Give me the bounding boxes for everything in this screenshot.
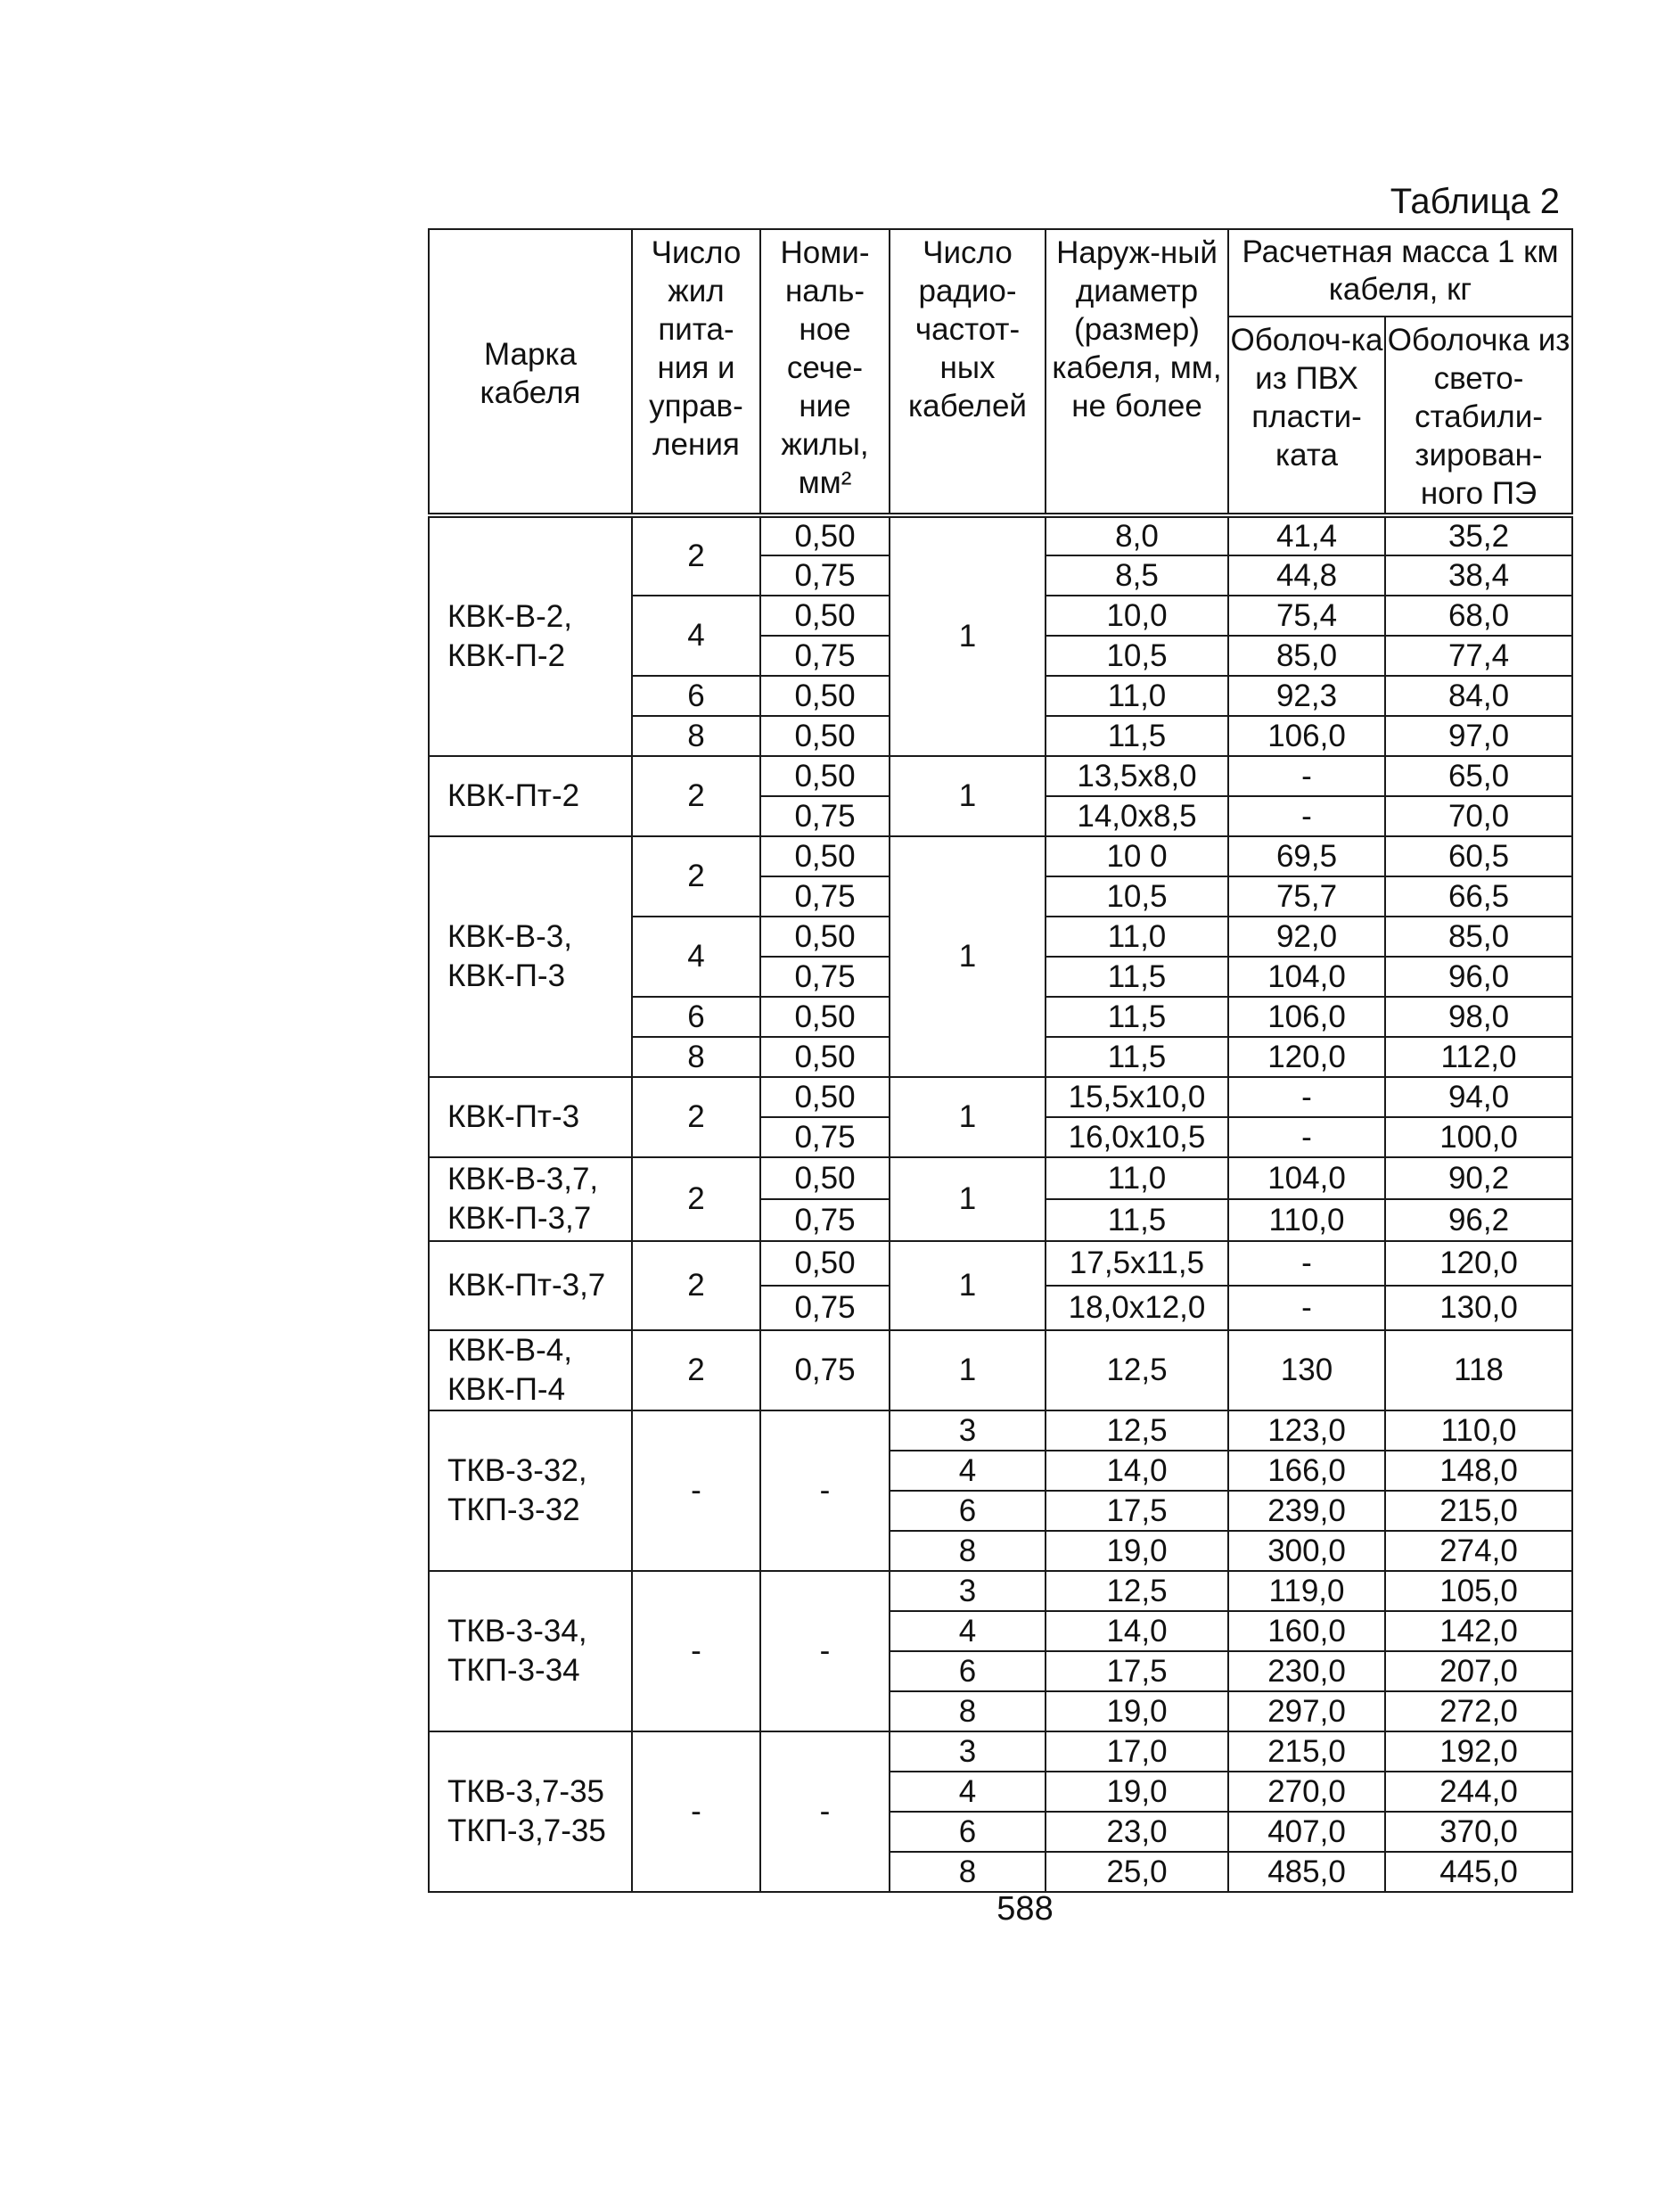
mass-pe-cell: 68,0 xyxy=(1385,596,1572,636)
cable-mark-cell: ТКВ-3,7-35 ТКП-3,7-35 xyxy=(429,1731,632,1892)
cable-specs-table xyxy=(428,228,1573,1893)
table-row xyxy=(429,1330,1572,1410)
mass-pvc-cell: 119,0 xyxy=(1228,1571,1385,1611)
diameter-cell: 11,0 xyxy=(1046,1157,1228,1199)
mass-pe-cell: 70,0 xyxy=(1385,796,1572,836)
cable-mark-cell: КВК-В-3, КВК-П-3 xyxy=(429,836,632,1077)
core-count-cell: 8 xyxy=(632,1037,760,1077)
mass-pvc-cell: 92,0 xyxy=(1228,917,1385,957)
diameter-cell: 11,0 xyxy=(1046,676,1228,716)
mass-pvc-cell: 123,0 xyxy=(1228,1410,1385,1451)
rf-count-cell: 1 xyxy=(890,1077,1046,1157)
mass-pe-cell: 370,0 xyxy=(1385,1812,1572,1852)
diameter-cell: 13,5x8,0 xyxy=(1046,756,1228,796)
table-caption: Таблица 2 xyxy=(1390,182,1560,221)
diameter-cell: 19,0 xyxy=(1046,1531,1228,1571)
diameter-cell: 16,0x10,5 xyxy=(1046,1117,1228,1157)
core-count-cell: 6 xyxy=(632,997,760,1037)
mass-pe-cell: 65,0 xyxy=(1385,756,1572,796)
section-cell: 0,50 xyxy=(760,917,890,957)
core-count-cell: 4 xyxy=(632,917,760,997)
mass-pe-cell: 96,0 xyxy=(1385,957,1572,997)
section-cell: 0,50 xyxy=(760,1037,890,1077)
diameter-cell: 14,0x8,5 xyxy=(1046,796,1228,836)
rf-count-cell: 6 xyxy=(890,1651,1046,1691)
diameter-cell: 17,0 xyxy=(1046,1731,1228,1772)
mass-pe-cell: 60,5 xyxy=(1385,836,1572,876)
mass-pe-cell: 445,0 xyxy=(1385,1852,1572,1892)
header-pvc-sheath: Оболоч-ка из ПВХ пласти-ката xyxy=(1228,317,1385,515)
section-cell: 0,75 xyxy=(760,1330,890,1410)
mass-pe-cell: 272,0 xyxy=(1385,1691,1572,1731)
rf-count-cell: 1 xyxy=(890,1330,1046,1410)
diameter-cell: 12,5 xyxy=(1046,1571,1228,1611)
section-cell: 0,75 xyxy=(760,876,890,917)
table-row xyxy=(429,756,1572,796)
diameter-cell: 10 0 xyxy=(1046,836,1228,876)
mass-pvc-cell: 110,0 xyxy=(1228,1199,1385,1241)
diameter-cell: 17,5 xyxy=(1046,1491,1228,1531)
rf-count-cell: 1 xyxy=(890,515,1046,756)
mass-pe-cell: 98,0 xyxy=(1385,997,1572,1037)
cable-mark-cell: ТКВ-3-34, ТКП-3-34 xyxy=(429,1571,632,1731)
diameter-cell: 17,5 xyxy=(1046,1651,1228,1691)
mass-pvc-cell: - xyxy=(1228,1241,1385,1286)
mass-pe-cell: 207,0 xyxy=(1385,1651,1572,1691)
diameter-cell: 11,5 xyxy=(1046,716,1228,756)
header-pe-sheath: Оболочка из свето-стабили-зирован-ного ПЭ xyxy=(1385,317,1572,515)
rf-count-cell: 1 xyxy=(890,1241,1046,1330)
section-cell: 0,75 xyxy=(760,957,890,997)
cable-mark-cell: КВК-В-4, КВК-П-4 xyxy=(429,1330,632,1410)
cable-mark-cell: КВК-Пт-2 xyxy=(429,756,632,836)
mass-pvc-cell: 106,0 xyxy=(1228,716,1385,756)
rf-count-cell: 1 xyxy=(890,836,1046,1077)
table-row xyxy=(429,836,1572,876)
mass-pvc-cell: 85,0 xyxy=(1228,636,1385,676)
section-cell: 0,75 xyxy=(760,1286,890,1330)
rf-count-cell: 8 xyxy=(890,1531,1046,1571)
mass-pvc-cell: 407,0 xyxy=(1228,1812,1385,1852)
section-cell: 0,75 xyxy=(760,555,890,596)
header-outer-diameter: Наруж-ный диаметр (размер) кабеля, мм, не более xyxy=(1046,229,1228,515)
diameter-cell: 14,0 xyxy=(1046,1611,1228,1651)
rf-count-cell: 3 xyxy=(890,1731,1046,1772)
mass-pe-cell: 94,0 xyxy=(1385,1077,1572,1117)
mass-pvc-cell: 160,0 xyxy=(1228,1611,1385,1651)
rf-count-cell: 1 xyxy=(890,1157,1046,1241)
core-count-cell: 2 xyxy=(632,1330,760,1410)
mass-pvc-cell: 270,0 xyxy=(1228,1772,1385,1812)
section-cell: - xyxy=(760,1731,890,1892)
cable-mark-cell: ТКВ-3-32, ТКП-3-32 xyxy=(429,1410,632,1571)
section-cell: 0,50 xyxy=(760,1241,890,1286)
section-cell: 0,50 xyxy=(760,756,890,796)
mass-pvc-cell: 106,0 xyxy=(1228,997,1385,1037)
rf-count-cell: 3 xyxy=(890,1410,1046,1451)
table-row xyxy=(429,1731,1572,1772)
mass-pe-cell: 66,5 xyxy=(1385,876,1572,917)
mass-pe-cell: 38,4 xyxy=(1385,555,1572,596)
mass-pe-cell: 118 xyxy=(1385,1330,1572,1410)
mass-pe-cell: 215,0 xyxy=(1385,1491,1572,1531)
mass-pe-cell: 85,0 xyxy=(1385,917,1572,957)
mass-pvc-cell: - xyxy=(1228,1077,1385,1117)
table-header xyxy=(429,229,1572,515)
mass-pvc-cell: 41,4 xyxy=(1228,515,1385,555)
diameter-cell: 8,0 xyxy=(1046,515,1228,555)
table-row xyxy=(429,1077,1572,1117)
rf-count-cell: 4 xyxy=(890,1451,1046,1491)
core-count-cell: 4 xyxy=(632,596,760,676)
diameter-cell: 11,5 xyxy=(1046,1199,1228,1241)
cable-mark-cell: КВК-В-3,7, КВК-П-3,7 xyxy=(429,1157,632,1241)
section-cell: 0,75 xyxy=(760,1199,890,1241)
table-row xyxy=(429,1157,1572,1199)
rf-count-cell: 6 xyxy=(890,1491,1046,1531)
diameter-cell: 8,5 xyxy=(1046,555,1228,596)
diameter-cell: 14,0 xyxy=(1046,1451,1228,1491)
mass-pe-cell: 84,0 xyxy=(1385,676,1572,716)
diameter-cell: 19,0 xyxy=(1046,1691,1228,1731)
mass-pe-cell: 96,2 xyxy=(1385,1199,1572,1241)
core-count-cell: 8 xyxy=(632,716,760,756)
table-row xyxy=(429,1241,1572,1286)
core-count-cell: 2 xyxy=(632,836,760,917)
section-cell: 0,50 xyxy=(760,716,890,756)
diameter-cell: 10,0 xyxy=(1046,596,1228,636)
mass-pe-cell: 142,0 xyxy=(1385,1611,1572,1651)
section-cell: 0,50 xyxy=(760,1077,890,1117)
rf-count-cell: 4 xyxy=(890,1772,1046,1812)
core-count-cell: - xyxy=(632,1410,760,1571)
mass-pe-cell: 110,0 xyxy=(1385,1410,1572,1451)
mass-pvc-cell: 166,0 xyxy=(1228,1451,1385,1491)
mass-pvc-cell: 300,0 xyxy=(1228,1531,1385,1571)
core-count-cell: 2 xyxy=(632,1157,760,1241)
rf-count-cell: 8 xyxy=(890,1852,1046,1892)
mass-pvc-cell: - xyxy=(1228,1117,1385,1157)
mass-pvc-cell: - xyxy=(1228,1286,1385,1330)
header-cable-mark: Марка кабеля xyxy=(429,229,632,515)
mass-pe-cell: 274,0 xyxy=(1385,1531,1572,1571)
diameter-cell: 11,5 xyxy=(1046,957,1228,997)
diameter-cell: 11,5 xyxy=(1046,1037,1228,1077)
section-cell: 0,75 xyxy=(760,1117,890,1157)
section-cell: 0,50 xyxy=(760,997,890,1037)
core-count-cell: 2 xyxy=(632,756,760,836)
mass-pvc-cell: 230,0 xyxy=(1228,1651,1385,1691)
mass-pvc-cell: - xyxy=(1228,796,1385,836)
mass-pe-cell: 192,0 xyxy=(1385,1731,1572,1772)
rf-count-cell: 4 xyxy=(890,1611,1046,1651)
mass-pe-cell: 105,0 xyxy=(1385,1571,1572,1611)
diameter-cell: 25,0 xyxy=(1046,1852,1228,1892)
rf-count-cell: 3 xyxy=(890,1571,1046,1611)
core-count-cell: 2 xyxy=(632,515,760,596)
core-count-cell: - xyxy=(632,1571,760,1731)
mass-pvc-cell: 44,8 xyxy=(1228,555,1385,596)
cable-mark-cell: КВК-В-2, КВК-П-2 xyxy=(429,515,632,756)
diameter-cell: 11,5 xyxy=(1046,997,1228,1037)
section-cell: 0,50 xyxy=(760,515,890,555)
mass-pvc-cell: 120,0 xyxy=(1228,1037,1385,1077)
mass-pvc-cell: 75,4 xyxy=(1228,596,1385,636)
mass-pe-cell: 244,0 xyxy=(1385,1772,1572,1812)
mass-pe-cell: 90,2 xyxy=(1385,1157,1572,1199)
section-cell: 0,50 xyxy=(760,836,890,876)
section-cell: 0,75 xyxy=(760,636,890,676)
mass-pvc-cell: 104,0 xyxy=(1228,957,1385,997)
mass-pe-cell: 35,2 xyxy=(1385,515,1572,555)
core-count-cell: 6 xyxy=(632,676,760,716)
table-row xyxy=(429,1571,1572,1611)
cable-mark-cell: КВК-Пт-3 xyxy=(429,1077,632,1157)
core-count-cell: 2 xyxy=(632,1241,760,1330)
table-row xyxy=(429,515,1572,555)
rf-count-cell: 8 xyxy=(890,1691,1046,1731)
header-core-count: Число жил пита-ния и управ-ления xyxy=(632,229,760,515)
diameter-cell: 11,0 xyxy=(1046,917,1228,957)
diameter-cell: 12,5 xyxy=(1046,1410,1228,1451)
mass-pe-cell: 100,0 xyxy=(1385,1117,1572,1157)
mass-pvc-cell: 92,3 xyxy=(1228,676,1385,716)
diameter-cell: 17,5x11,5 xyxy=(1046,1241,1228,1286)
section-cell: 0,75 xyxy=(760,796,890,836)
mass-pe-cell: 112,0 xyxy=(1385,1037,1572,1077)
diameter-cell: 19,0 xyxy=(1046,1772,1228,1812)
mass-pvc-cell: 75,7 xyxy=(1228,876,1385,917)
section-cell: - xyxy=(760,1571,890,1731)
rf-count-cell: 1 xyxy=(890,756,1046,836)
mass-pe-cell: 130,0 xyxy=(1385,1286,1572,1330)
diameter-cell: 15,5x10,0 xyxy=(1046,1077,1228,1117)
diameter-cell: 10,5 xyxy=(1046,876,1228,917)
diameter-cell: 23,0 xyxy=(1046,1812,1228,1852)
mass-pvc-cell: - xyxy=(1228,756,1385,796)
mass-pvc-cell: 215,0 xyxy=(1228,1731,1385,1772)
rf-count-cell: 6 xyxy=(890,1812,1046,1852)
diameter-cell: 12,5 xyxy=(1046,1330,1228,1410)
header-estimated-mass: Расчетная масса 1 км кабеля, кг xyxy=(1228,229,1572,317)
mass-pe-cell: 120,0 xyxy=(1385,1241,1572,1286)
core-count-cell: - xyxy=(632,1731,760,1892)
section-cell: - xyxy=(760,1410,890,1571)
table-row xyxy=(429,1410,1572,1451)
diameter-cell: 18,0x12,0 xyxy=(1046,1286,1228,1330)
section-cell: 0,50 xyxy=(760,596,890,636)
core-count-cell: 2 xyxy=(632,1077,760,1157)
mass-pvc-cell: 104,0 xyxy=(1228,1157,1385,1199)
diameter-cell: 10,5 xyxy=(1046,636,1228,676)
header-nominal-section: Номи-наль-ное сече-ние жилы, мм² xyxy=(760,229,890,515)
mass-pvc-cell: 485,0 xyxy=(1228,1852,1385,1892)
mass-pe-cell: 77,4 xyxy=(1385,636,1572,676)
mass-pe-cell: 148,0 xyxy=(1385,1451,1572,1491)
mass-pvc-cell: 69,5 xyxy=(1228,836,1385,876)
mass-pvc-cell: 239,0 xyxy=(1228,1491,1385,1531)
mass-pvc-cell: 297,0 xyxy=(1228,1691,1385,1731)
section-cell: 0,50 xyxy=(760,676,890,716)
table-body xyxy=(429,515,1572,1892)
cable-mark-cell: КВК-Пт-3,7 xyxy=(429,1241,632,1330)
mass-pe-cell: 97,0 xyxy=(1385,716,1572,756)
mass-pvc-cell: 130 xyxy=(1228,1330,1385,1410)
header-rf-cable-count: Число радио-частот-ных кабелей xyxy=(890,229,1046,515)
page-number: 588 xyxy=(996,1890,1054,1928)
section-cell: 0,50 xyxy=(760,1157,890,1199)
